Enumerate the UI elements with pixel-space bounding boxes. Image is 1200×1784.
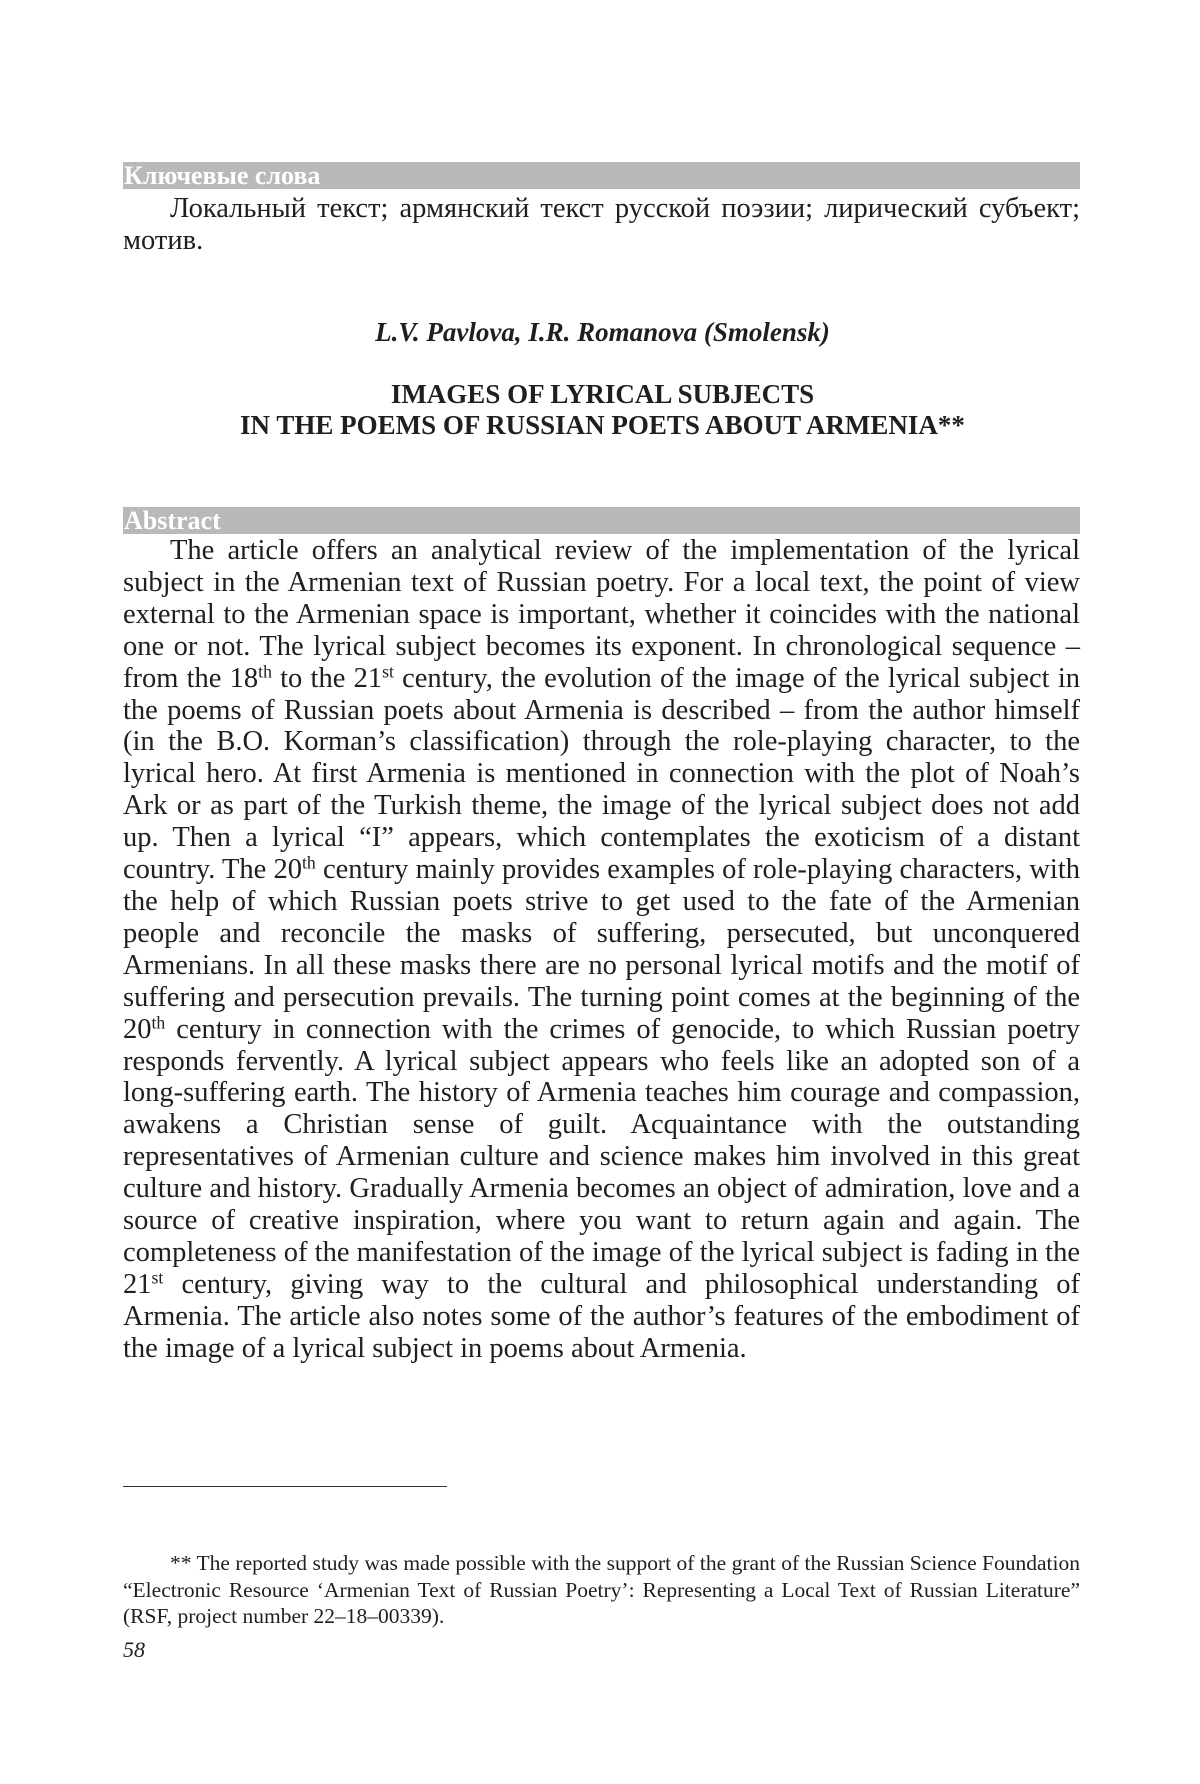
keywords-text: Локальный текст; армянский текст русской поэзии; лирический субъект; мотив. xyxy=(123,193,1080,256)
article-title xyxy=(0,379,1200,441)
footnote-rule xyxy=(123,1486,447,1487)
keywords-heading: Ключевые слова xyxy=(123,162,1080,189)
abstract-heading: Abstract xyxy=(123,507,1080,534)
page-number: 58 xyxy=(123,1637,145,1662)
authors-line: L.V. Pavlova, I.R. Romanova (Smolensk) xyxy=(375,317,830,347)
abstract-section xyxy=(123,507,1080,1365)
abstract-text: The article offers an analytical review of the implementation of the lyrical subject in the Armenian text of Russian poetry. For a local text, the point of view external to the Armenian space is important, whether it coincides with the national one or not. The lyrical subject becomes its exponent. In chronological sequence – from the 18th to the 21st century, the evolution of the image of the lyrical subject in the poems of Russian poets about Armenia is described – from the author himself (in the B.O. Korman’s classification) through the role-playing character, to the lyrical hero. At first Armenia is mentioned in connection with the plot of Noah’s Ark or as part of the Turkish theme, the image of the lyrical subject does not add up. Then a lyrical “I” appears, which contemplates the exoticism of a distant country. The 20th century mainly provides examples of role-playing characters, with the help of which Russian poets strive to get used to the fate of the Armenian people and reconcile the masks of suffering, persecuted, but unconquered Armenians. In all these masks there are no personal lyrical motifs and the motif of suffering and persecution prevails. The turning point comes at the beginning of the 20th century in connection with the crimes of genocide, to which Russian poetry responds fervently. A lyrical subject appears who feels like an adopted son of a long-suffering earth. The history of Armenia teaches him courage and compassion, awakens a Christian sense of guilt. Acquaintance with the outstanding representatives of Armenian culture and science makes him involved in this great culture and history. Gradually Armenia becomes an object of admiration, love and a source of creative inspiration, where you want to return again and again. The completeness of the manifestation of the image of the lyrical subject is fading in the 21st century, giving way to the cultural and philosophical understanding of Armenia. The article also notes some of the author’s features of the embodiment of the image of a lyrical subject in poems about Armenia. xyxy=(123,535,1080,1364)
title-line-1: IMAGES OF LYRICAL SUBJECTS xyxy=(390,379,815,409)
keywords-section xyxy=(123,162,1080,257)
footnote: ** The reported study was made possible with the support of the grant of the Russian Science Foundation “Electronic Resource ‘Armenian Text of Russian Poetry’: Representing a Local Text of Russian Literature” (RSF, project number 22–18–00339). xyxy=(123,1551,1080,1628)
title-line-2: IN THE POEMS OF RUSSIAN POETS ABOUT ARMENIA** xyxy=(240,410,965,440)
